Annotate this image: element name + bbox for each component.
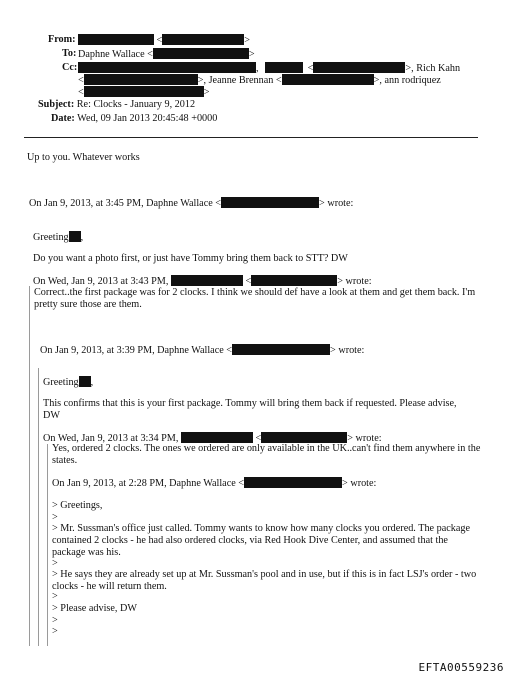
quoted-advise: > Please advise, DW bbox=[52, 603, 137, 614]
quote-bar-3 bbox=[47, 444, 48, 646]
redaction bbox=[181, 432, 253, 443]
message-3: This confirms that this is your first package. Tommy will bring them back if requested. Please advise, DW bbox=[43, 398, 457, 421]
attribution-1: On Jan 9, 2013, at 3:45 PM, Daphne Wallace < > wrote: bbox=[29, 198, 354, 209]
to-value: Daphne Wallace < > bbox=[78, 49, 255, 60]
quoted-blank: > bbox=[52, 512, 58, 523]
from-label: From: bbox=[48, 34, 76, 45]
quoted-blank: > bbox=[52, 626, 58, 637]
redaction bbox=[153, 48, 249, 59]
redaction bbox=[244, 477, 342, 488]
redaction bbox=[79, 376, 91, 387]
subject-line: Subject: Re: Clocks - January 9, 2012 bbox=[38, 99, 196, 110]
quote-bar-1 bbox=[29, 286, 30, 646]
redaction bbox=[232, 344, 330, 355]
attribution-4: On Wed, Jan 9, 2013 at 3:34 PM, < > wrote: bbox=[43, 433, 382, 444]
quoted-blank: > bbox=[52, 558, 58, 569]
redaction bbox=[69, 231, 81, 242]
from-value: < > bbox=[78, 34, 250, 47]
attribution-5: On Jan 9, 2013, at 2:28 PM, Daphne Wallace < > wrote: bbox=[52, 478, 377, 489]
quoted-message-2: > He says they are already set up at Mr. Sussman's pool and in use, but if this is in fact LSJ's order - two clocks - he will return them. bbox=[52, 569, 477, 592]
redaction bbox=[84, 86, 204, 97]
cc-line-1: , < >, Rich Kahn bbox=[78, 62, 460, 75]
redaction bbox=[162, 34, 244, 45]
reply-text: Up to you. Whatever works bbox=[27, 152, 140, 163]
quoted-blank: > bbox=[52, 615, 58, 626]
date-line: Date: Wed, 09 Jan 2013 20:45:48 +0000 bbox=[51, 113, 218, 124]
question-1: Do you want a photo first, or just have Tommy bring them back to STT? DW bbox=[33, 253, 348, 264]
cc-label: Cc: bbox=[62, 62, 78, 73]
redaction bbox=[313, 62, 405, 73]
redaction bbox=[265, 62, 303, 73]
quoted-blank: > bbox=[52, 591, 58, 602]
attribution-3: On Jan 9, 2013, at 3:39 PM, Daphne Wallace < > wrote: bbox=[40, 345, 365, 356]
redaction bbox=[78, 62, 256, 73]
greeting-2: Greeting , bbox=[43, 377, 94, 388]
cc-line-2: < >, Jeanne Brennan < >, ann rodriquez bbox=[78, 75, 441, 86]
to-label: To: bbox=[62, 48, 77, 59]
redaction bbox=[221, 197, 319, 208]
redaction bbox=[171, 275, 243, 286]
redaction bbox=[282, 74, 374, 85]
cc-line-3: < > bbox=[78, 87, 210, 98]
greeting-1: Greeting , bbox=[33, 232, 84, 243]
quoted-message: > Mr. Sussman's office just called. Tommy wants to know how many clocks you ordered. The package contained 2 clocks - he had also ordered clocks, via Red Hook Dive Center, and assumed that the package was his. bbox=[52, 523, 470, 558]
attribution-2: On Wed, Jan 9, 2013 at 3:43 PM, < > wrote: bbox=[33, 276, 372, 287]
message-2: Correct..the first package was for 2 clocks. I think we should def have a look at them and get them back. I'm pretty sure those are them. bbox=[34, 287, 476, 310]
document-id: EFTA00559236 bbox=[418, 661, 504, 674]
quote-bar-2 bbox=[38, 368, 39, 646]
header-divider bbox=[24, 137, 478, 138]
message-4: Yes, ordered 2 clocks. The ones we ordered are only available in the UK..can't find them anywhere in the states. bbox=[52, 443, 481, 466]
redaction bbox=[78, 34, 154, 45]
redaction bbox=[251, 275, 337, 286]
redaction bbox=[84, 74, 198, 85]
redaction bbox=[261, 432, 347, 443]
quoted-greetings: > Greetings, bbox=[52, 500, 103, 511]
